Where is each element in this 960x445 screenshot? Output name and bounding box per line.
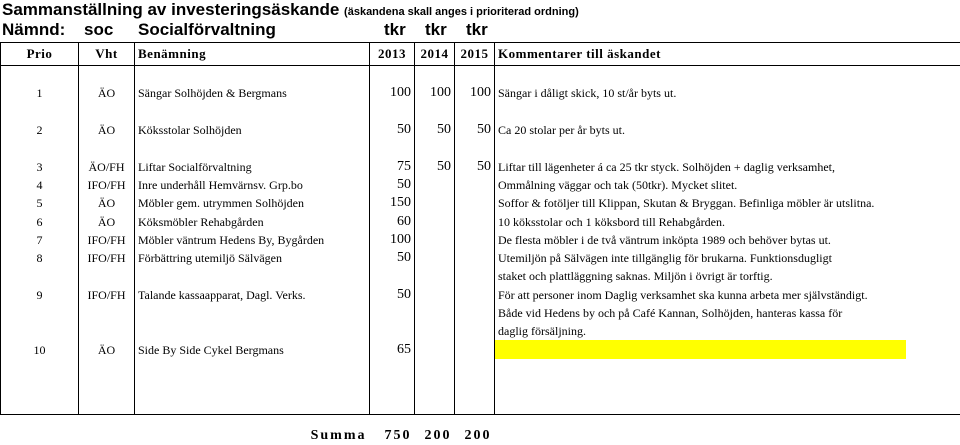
prio-cell [1, 304, 79, 322]
vht-cell: IFO/FH [79, 176, 135, 194]
table-row [1, 194, 960, 212]
value-2014-cell [415, 304, 455, 322]
value-2015-cell: 100 [455, 84, 495, 102]
vht-cell: ÄO [79, 212, 135, 230]
value-2015-cell [455, 359, 495, 377]
vht-cell [79, 377, 135, 395]
benamning-cell [135, 395, 370, 414]
benamning-cell: Liftar Socialförvaltning [135, 157, 370, 175]
kommentar-cell: Ca 20 stolar per år byts ut. [495, 121, 906, 139]
value-2015-cell: 50 [455, 157, 495, 175]
prio-cell: 7 [1, 231, 79, 249]
col-prio: Prio [1, 43, 79, 66]
value-2013-cell [370, 103, 415, 121]
table-row [1, 157, 960, 175]
benamning-cell [135, 304, 370, 322]
namnd-label: Nämnd: [2, 20, 65, 40]
value-2014-cell [415, 395, 455, 414]
benamning-cell [135, 377, 370, 395]
prio-cell: 5 [1, 194, 79, 212]
benamning-cell [135, 322, 370, 340]
value-2014-cell [415, 377, 455, 395]
prio-cell: 9 [1, 286, 79, 304]
kommentar-cell: staket och plattläggning saknas. Miljön i övrigt är torftig. [495, 267, 906, 285]
value-2013-cell: 100 [370, 231, 415, 249]
value-2014-cell [415, 359, 455, 377]
table-row [1, 395, 960, 414]
value-2013-cell: 50 [370, 249, 415, 267]
value-2014-cell: 50 [415, 157, 455, 175]
value-2014-cell [415, 176, 455, 194]
value-2013-cell [370, 66, 415, 85]
value-2013-cell: 50 [370, 176, 415, 194]
kommentar-cell: daglig försäljning. [495, 322, 906, 340]
value-2015-cell [455, 231, 495, 249]
value-2013-cell: 75 [370, 157, 415, 175]
table-row [1, 359, 960, 377]
prio-cell [1, 377, 79, 395]
kommentar-cell: Ommålning väggar och tak (50tkr). Mycket slitet. [495, 176, 906, 194]
col-2013: 2013 [370, 43, 415, 66]
value-2014-cell [415, 139, 455, 157]
value-2015-cell [455, 66, 495, 85]
summa-row [1, 414, 960, 445]
value-2013-cell [370, 139, 415, 157]
value-2014-cell [415, 103, 455, 121]
benamning-cell: Talande kassaapparat, Dagl. Verks. [135, 286, 370, 304]
value-2015-cell [455, 377, 495, 395]
value-2013-cell: 100 [370, 84, 415, 102]
value-2015-cell [455, 304, 495, 322]
value-2014-cell: 100 [415, 84, 455, 102]
prio-cell [1, 66, 79, 85]
namnd-code: soc [84, 20, 113, 40]
kommentar-cell: Liftar till lägenheter á ca 25 tkr styck. Solhöjden + daglig verksamhet, [495, 157, 906, 175]
vht-cell: ÄO [79, 121, 135, 139]
value-2013-cell [370, 359, 415, 377]
value-2015-cell [455, 176, 495, 194]
vht-cell: IFO/FH [79, 231, 135, 249]
value-2015-cell [455, 322, 495, 340]
page-title [2, 0, 579, 20]
prio-cell: 4 [1, 176, 79, 194]
table-row [1, 231, 960, 249]
benamning-cell: Förbättring utemiljö Sälvägen [135, 249, 370, 267]
value-2013-cell [370, 395, 415, 414]
unit-2013: tkr [384, 20, 406, 40]
vht-cell: ÄO [79, 84, 135, 102]
value-2014-cell: 50 [415, 121, 455, 139]
prio-cell: 8 [1, 249, 79, 267]
value-2013-cell: 60 [370, 212, 415, 230]
table-row [1, 212, 960, 230]
prio-cell [1, 359, 79, 377]
benamning-cell [135, 139, 370, 157]
vht-cell [79, 103, 135, 121]
value-2015-cell [455, 103, 495, 121]
value-2015-cell [455, 194, 495, 212]
value-2014-cell [415, 267, 455, 285]
unit-2014: tkr [425, 20, 447, 40]
title-note: (äskandena skall anges i prioriterad ordning) [344, 6, 579, 18]
title-main: Sammanställning av investeringsäskande [2, 0, 339, 19]
summa-spacer [79, 414, 135, 445]
value-2013-cell [370, 377, 415, 395]
benamning-cell: Möbler väntrum Hedens By, Bygården [135, 231, 370, 249]
table-row [1, 66, 960, 85]
benamning-cell [135, 267, 370, 285]
summa-2014: 200 [415, 414, 455, 445]
value-2014-cell [415, 231, 455, 249]
value-2015-cell [455, 212, 495, 230]
col-benamning: Benämning [135, 43, 370, 66]
vht-cell: ÄO/FH [79, 157, 135, 175]
investment-table [0, 42, 960, 445]
table-row [1, 103, 960, 121]
kommentar-cell: För att personer inom Daglig verksamhet ska kunna arbeta mer självständigt. [495, 286, 906, 304]
vht-cell [79, 139, 135, 157]
summa-spacer [906, 414, 960, 445]
prio-cell [1, 267, 79, 285]
prio-cell: 3 [1, 157, 79, 175]
benamning-cell [135, 66, 370, 85]
vht-cell: ÄO [79, 340, 135, 358]
value-2014-cell [415, 340, 455, 358]
vht-cell: ÄO [79, 194, 135, 212]
table-row [1, 267, 960, 285]
kommentar-cell: Soffor & fotöljer till Klippan, Skutan & Bryggan. Befinliga möbler är utslitna. [495, 194, 906, 212]
vht-cell [79, 322, 135, 340]
kommentar-cell: De flesta möbler i de två väntrum inköpta 1989 och behöver bytas ut. [495, 231, 906, 249]
col-2015: 2015 [455, 43, 495, 66]
value-2015-cell [455, 340, 495, 358]
table-row [1, 322, 960, 340]
vht-cell [79, 267, 135, 285]
prio-cell: 10 [1, 340, 79, 358]
value-2015-cell [455, 267, 495, 285]
vht-cell [79, 359, 135, 377]
kommentar-cell [495, 139, 906, 157]
col-vht: Vht [79, 43, 135, 66]
kommentar-cell: Både vid Hedens by och på Café Kannan, Solhöjden, hanteras kassa för [495, 304, 906, 322]
summa-spacer [1, 414, 79, 445]
prio-cell: 2 [1, 121, 79, 139]
header-row [1, 43, 960, 66]
prio-cell [1, 103, 79, 121]
kommentar-cell: Sängar i dåligt skick, 10 st/år byts ut. [495, 84, 906, 102]
benamning-cell: Köksstolar Solhöjden [135, 121, 370, 139]
value-2013-cell: 50 [370, 121, 415, 139]
value-2013-cell: 65 [370, 340, 415, 358]
table-row [1, 84, 960, 102]
vht-cell [79, 66, 135, 85]
value-2013-cell [370, 267, 415, 285]
col-2014: 2014 [415, 43, 455, 66]
kommentar-cell [495, 377, 906, 395]
kommentar-cell [495, 395, 906, 414]
prio-cell [1, 395, 79, 414]
summa-2015: 200 [455, 414, 495, 445]
benamning-cell [135, 359, 370, 377]
value-2015-cell [455, 395, 495, 414]
value-2015-cell [455, 139, 495, 157]
table-row [1, 139, 960, 157]
benamning-cell: Sängar Solhöjden & Bergmans [135, 84, 370, 102]
vht-cell: IFO/FH [79, 286, 135, 304]
value-2015-cell: 50 [455, 121, 495, 139]
value-2013-cell: 150 [370, 194, 415, 212]
kommentar-cell: Utemiljön på Sälvägen inte tillgänglig för brukarna. Funktionsdugligt [495, 249, 906, 267]
benamning-cell: Köksmöbler Rehabgården [135, 212, 370, 230]
table-row [1, 176, 960, 194]
benamning-cell: Inre underhåll Hemvärnsv. Grp.bo [135, 176, 370, 194]
value-2013-cell [370, 304, 415, 322]
summa-spacer [495, 414, 906, 445]
prio-cell: 6 [1, 212, 79, 230]
namnd-name: Socialförvaltning [138, 20, 276, 40]
table-row [1, 340, 960, 358]
benamning-cell: Möbler gem. utrymmen Solhöjden [135, 194, 370, 212]
vht-cell [79, 304, 135, 322]
value-2014-cell [415, 66, 455, 85]
benamning-cell: Side By Side Cykel Bergmans [135, 340, 370, 358]
value-2014-cell [415, 286, 455, 304]
benamning-cell [135, 103, 370, 121]
value-2013-cell: 50 [370, 286, 415, 304]
value-2014-cell [415, 212, 455, 230]
prio-cell: 1 [1, 84, 79, 102]
prio-cell [1, 322, 79, 340]
kommentar-cell [495, 66, 906, 85]
vht-cell: IFO/FH [79, 249, 135, 267]
table-row [1, 304, 960, 322]
value-2015-cell [455, 249, 495, 267]
value-2014-cell [415, 194, 455, 212]
table-row [1, 121, 960, 139]
summa-label: Summa [135, 414, 370, 445]
table-row [1, 286, 960, 304]
vht-cell [79, 395, 135, 414]
unit-2015: tkr [466, 20, 488, 40]
kommentar-cell [495, 103, 906, 121]
value-2014-cell [415, 249, 455, 267]
value-2013-cell [370, 322, 415, 340]
kommentar-cell: 10 köksstolar och 1 köksbord till Rehabgården. [495, 212, 906, 230]
prio-cell [1, 139, 79, 157]
summa-2013: 750 [370, 414, 415, 445]
kommentar-cell [495, 359, 906, 377]
kommentar-cell [495, 340, 906, 358]
table-row [1, 377, 960, 395]
table-row [1, 249, 960, 267]
value-2015-cell [455, 286, 495, 304]
value-2014-cell [415, 322, 455, 340]
col-kommentarer: Kommentarer till äskandet [495, 43, 906, 66]
